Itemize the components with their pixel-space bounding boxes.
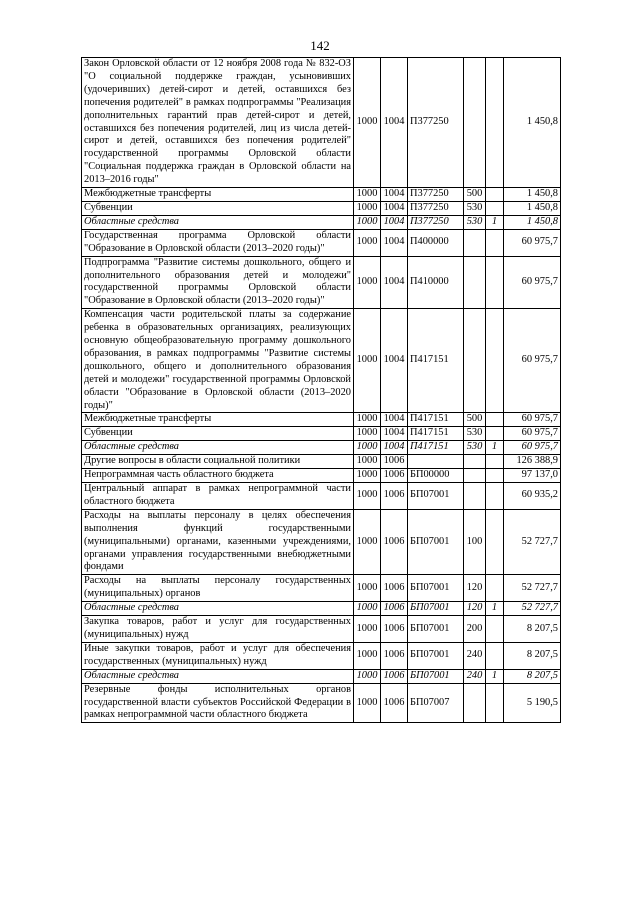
table-row <box>82 58 561 188</box>
cell-amount: 5 190,5 <box>504 683 561 723</box>
cell-target-code: П417151 <box>408 427 464 441</box>
cell-amount: 52 727,7 <box>504 575 561 602</box>
cell-subsection: 1006 <box>381 616 408 643</box>
cell-expense-type <box>464 483 486 510</box>
cell-target-code <box>408 455 464 469</box>
cell-source <box>486 575 504 602</box>
cell-source <box>486 483 504 510</box>
cell-subsection: 1004 <box>381 256 408 309</box>
cell-section: 1000 <box>354 602 381 616</box>
cell-amount: 97 137,0 <box>504 469 561 483</box>
table-row <box>82 201 561 215</box>
cell-source <box>486 642 504 669</box>
cell-target-code: БП07001 <box>408 483 464 510</box>
table-row <box>82 256 561 309</box>
cell-subsection: 1006 <box>381 455 408 469</box>
cell-section: 1000 <box>354 58 381 188</box>
cell-expense-type: 500 <box>464 413 486 427</box>
cell-name: Резервные фонды исполнительных органов государственной власти субъектов Российской Федерации в рамках непрограммной части областного бюджета <box>82 683 354 723</box>
table-row <box>82 683 561 723</box>
cell-expense-type: 120 <box>464 602 486 616</box>
budget-table-body <box>82 58 561 723</box>
cell-source: 1 <box>486 215 504 229</box>
cell-section: 1000 <box>354 455 381 469</box>
cell-expense-type: 240 <box>464 642 486 669</box>
cell-source: 1 <box>486 602 504 616</box>
cell-target-code: БП07001 <box>408 642 464 669</box>
cell-source <box>486 455 504 469</box>
table-row <box>82 309 561 413</box>
cell-target-code: БП07001 <box>408 575 464 602</box>
cell-target-code: П417151 <box>408 309 464 413</box>
cell-expense-type <box>464 455 486 469</box>
cell-amount: 60 975,7 <box>504 256 561 309</box>
cell-source <box>486 309 504 413</box>
cell-section: 1000 <box>354 575 381 602</box>
cell-name: Межбюджетные трансферты <box>82 413 354 427</box>
cell-amount: 1 450,8 <box>504 58 561 188</box>
cell-name: Расходы на выплаты персоналу государственных (муниципальных) органов <box>82 575 354 602</box>
budget-table <box>81 57 561 723</box>
table-row <box>82 455 561 469</box>
cell-subsection: 1006 <box>381 602 408 616</box>
cell-amount: 60 975,7 <box>504 309 561 413</box>
cell-source <box>486 188 504 202</box>
cell-source <box>486 201 504 215</box>
cell-subsection: 1004 <box>381 309 408 413</box>
cell-expense-type <box>464 469 486 483</box>
cell-name: Центральный аппарат в рамках непрограммной части областного бюджета <box>82 483 354 510</box>
cell-subsection: 1006 <box>381 483 408 510</box>
cell-name: Областные средства <box>82 215 354 229</box>
cell-section: 1000 <box>354 427 381 441</box>
cell-subsection: 1004 <box>381 215 408 229</box>
table-row <box>82 602 561 616</box>
table-row <box>82 669 561 683</box>
cell-name: Областные средства <box>82 602 354 616</box>
cell-expense-type: 530 <box>464 201 486 215</box>
cell-name: Подпрограмма "Развитие системы дошкольного, общего и дополнительного образования детей и молодежи" государственной программы Орловской области "Образование в Орловской области (2013–2020 годы)" <box>82 256 354 309</box>
cell-section: 1000 <box>354 669 381 683</box>
cell-expense-type <box>464 683 486 723</box>
cell-source <box>486 469 504 483</box>
cell-amount: 1 450,8 <box>504 201 561 215</box>
cell-target-code: БП07007 <box>408 683 464 723</box>
cell-source <box>486 58 504 188</box>
table-row <box>82 427 561 441</box>
cell-target-code: П377250 <box>408 215 464 229</box>
cell-target-code: П377250 <box>408 201 464 215</box>
cell-target-code: П410000 <box>408 256 464 309</box>
cell-expense-type <box>464 256 486 309</box>
cell-amount: 60 975,7 <box>504 413 561 427</box>
cell-amount: 52 727,7 <box>504 509 561 575</box>
cell-subsection: 1004 <box>381 427 408 441</box>
cell-name: Иные закупки товаров, работ и услуг для обеспечения государственных (муниципальных) нужд <box>82 642 354 669</box>
cell-target-code: БП07001 <box>408 509 464 575</box>
cell-target-code: П417151 <box>408 441 464 455</box>
cell-source <box>486 616 504 643</box>
cell-target-code: БП07001 <box>408 602 464 616</box>
cell-expense-type: 530 <box>464 441 486 455</box>
cell-source <box>486 427 504 441</box>
cell-amount: 126 388,9 <box>504 455 561 469</box>
cell-source <box>486 413 504 427</box>
cell-subsection: 1004 <box>381 58 408 188</box>
cell-source <box>486 229 504 256</box>
cell-target-code: БП00000 <box>408 469 464 483</box>
cell-subsection: 1006 <box>381 642 408 669</box>
cell-subsection: 1004 <box>381 201 408 215</box>
table-row <box>82 229 561 256</box>
table-row <box>82 441 561 455</box>
cell-name: Межбюджетные трансферты <box>82 188 354 202</box>
cell-subsection: 1006 <box>381 683 408 723</box>
cell-source <box>486 509 504 575</box>
cell-expense-type <box>464 58 486 188</box>
cell-source <box>486 256 504 309</box>
cell-amount: 1 450,8 <box>504 188 561 202</box>
cell-subsection: 1006 <box>381 469 408 483</box>
cell-subsection: 1006 <box>381 669 408 683</box>
cell-name: Субвенции <box>82 427 354 441</box>
cell-name: Субвенции <box>82 201 354 215</box>
table-row <box>82 483 561 510</box>
table-row <box>82 469 561 483</box>
cell-target-code: БП07001 <box>408 616 464 643</box>
cell-target-code: П417151 <box>408 413 464 427</box>
cell-source <box>486 683 504 723</box>
cell-section: 1000 <box>354 413 381 427</box>
cell-section: 1000 <box>354 483 381 510</box>
table-row <box>82 413 561 427</box>
cell-section: 1000 <box>354 215 381 229</box>
cell-subsection: 1004 <box>381 188 408 202</box>
cell-target-code: БП07001 <box>408 669 464 683</box>
cell-target-code: П400000 <box>408 229 464 256</box>
cell-name: Расходы на выплаты персоналу в целях обеспечения выполнения функций государственными (муниципальными) органами, казенными учреждениями, органами управления государственными внебюджетными фондами <box>82 509 354 575</box>
cell-expense-type <box>464 229 486 256</box>
cell-expense-type: 500 <box>464 188 486 202</box>
cell-subsection: 1006 <box>381 575 408 602</box>
cell-amount: 1 450,8 <box>504 215 561 229</box>
cell-subsection: 1006 <box>381 509 408 575</box>
cell-expense-type: 530 <box>464 427 486 441</box>
cell-section: 1000 <box>354 683 381 723</box>
page-number: 142 <box>310 38 330 53</box>
cell-amount: 60 975,7 <box>504 441 561 455</box>
table-row <box>82 642 561 669</box>
cell-amount: 8 207,5 <box>504 669 561 683</box>
cell-section: 1000 <box>354 441 381 455</box>
cell-name: Областные средства <box>82 441 354 455</box>
table-row <box>82 509 561 575</box>
cell-subsection: 1004 <box>381 229 408 256</box>
cell-name: Закупка товаров, работ и услуг для государственных (муниципальных) нужд <box>82 616 354 643</box>
cell-amount: 60 935,2 <box>504 483 561 510</box>
cell-section: 1000 <box>354 229 381 256</box>
cell-amount: 52 727,7 <box>504 602 561 616</box>
cell-target-code: П377250 <box>408 188 464 202</box>
cell-section: 1000 <box>354 616 381 643</box>
cell-name: Компенсация части родительской платы за содержание ребенка в образовательных организациях, реализующих основную общеобразовательную программу дошкольного образования, в рамках подпрограммы "Развитие системы дошкольного, общего и дополнительного образования детей и молодежи" государственной программы Орловской области "Образование в Орловской области (2013–2020 годы)" <box>82 309 354 413</box>
cell-section: 1000 <box>354 309 381 413</box>
cell-subsection: 1004 <box>381 441 408 455</box>
cell-name: Областные средства <box>82 669 354 683</box>
cell-expense-type: 240 <box>464 669 486 683</box>
cell-source: 1 <box>486 441 504 455</box>
table-row <box>82 188 561 202</box>
cell-source: 1 <box>486 669 504 683</box>
cell-name: Другие вопросы в области социальной политики <box>82 455 354 469</box>
cell-section: 1000 <box>354 256 381 309</box>
cell-section: 1000 <box>354 201 381 215</box>
cell-target-code: П377250 <box>408 58 464 188</box>
cell-section: 1000 <box>354 188 381 202</box>
cell-name: Непрограммная часть областного бюджета <box>82 469 354 483</box>
cell-section: 1000 <box>354 509 381 575</box>
cell-name: Закон Орловской области от 12 ноября 2008 года № 832-ОЗ "О социальной поддержке граждан, усыновивших (удочеривших) детей-сирот и детей, оставшихся без попечения родителей" в рамках подпрограммы "Реализация дополнительных гарантий прав детей-сирот и детей, оставшихся без попечения родителей, лиц из числа детей-сирот и детей, оставшихся без попечения родителей" государственной программы Орловской области "Социальная поддержка граждан в Орловской области на 2013–2016 годы" <box>82 58 354 188</box>
cell-expense-type: 200 <box>464 616 486 643</box>
cell-section: 1000 <box>354 469 381 483</box>
cell-expense-type: 120 <box>464 575 486 602</box>
cell-name: Государственная программа Орловской области "Образование в Орловской области (2013–2020 годы)" <box>82 229 354 256</box>
cell-expense-type: 100 <box>464 509 486 575</box>
cell-expense-type <box>464 309 486 413</box>
table-row <box>82 575 561 602</box>
cell-amount: 60 975,7 <box>504 427 561 441</box>
cell-amount: 8 207,5 <box>504 616 561 643</box>
cell-expense-type: 530 <box>464 215 486 229</box>
table-row <box>82 616 561 643</box>
cell-section: 1000 <box>354 642 381 669</box>
cell-amount: 60 975,7 <box>504 229 561 256</box>
table-row <box>82 215 561 229</box>
cell-amount: 8 207,5 <box>504 642 561 669</box>
cell-subsection: 1004 <box>381 413 408 427</box>
